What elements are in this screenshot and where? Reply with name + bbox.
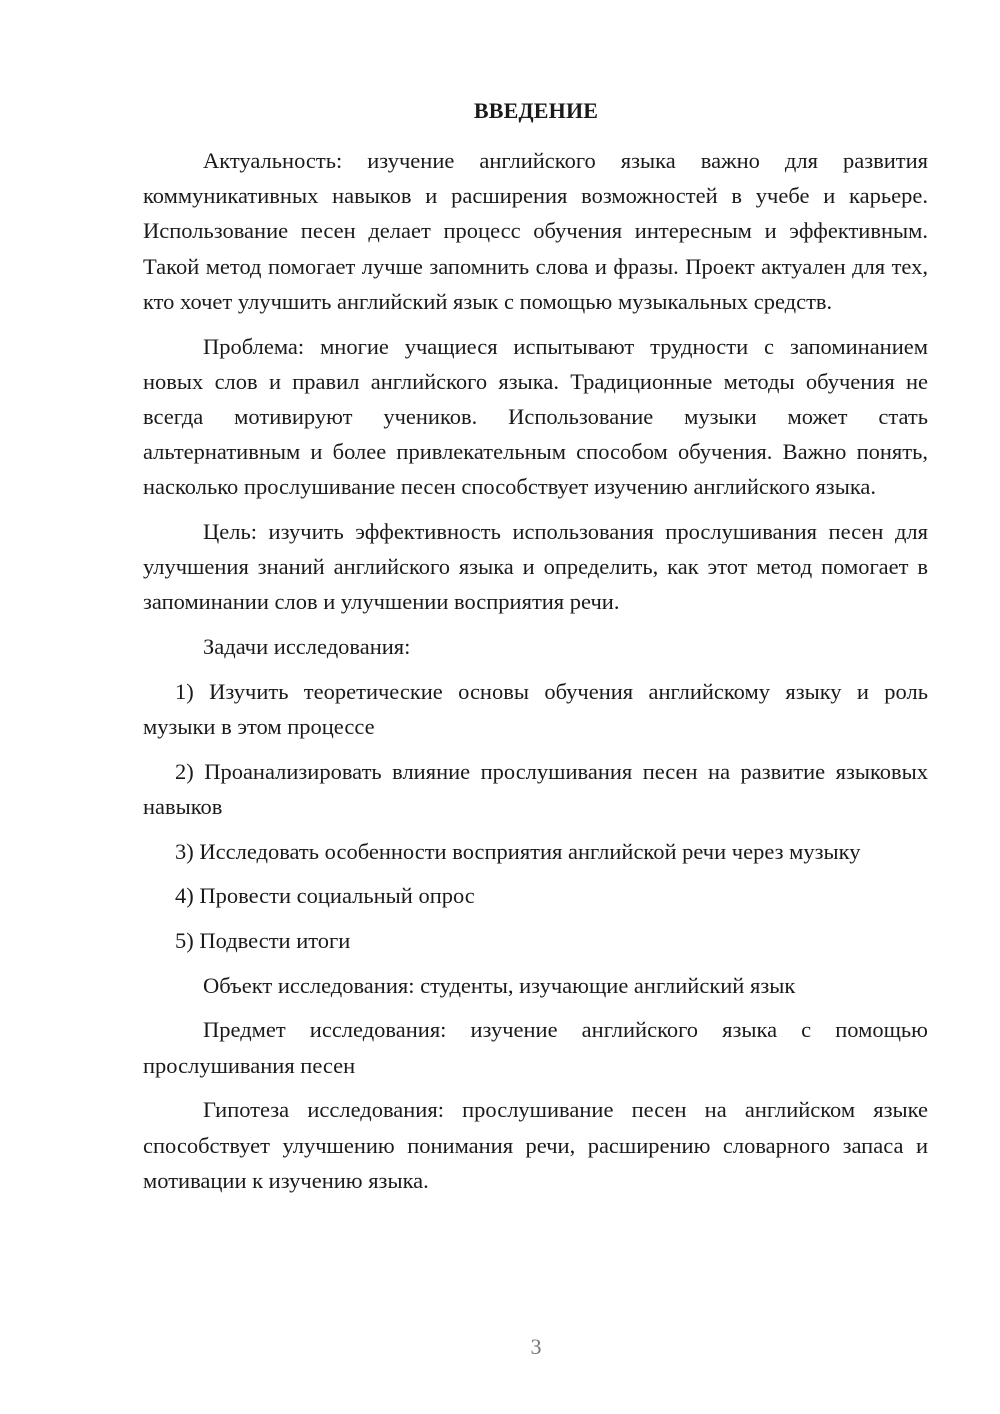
- paragraph-hypothesis: Гипотеза исследования: прослушивание песен на английском языке способствует улучшению понимания речи, расширению словарного запаса и мотивации к изучению языка.: [143, 1097, 928, 1193]
- paragraph-object: Объект исследования: студенты, изучающие английский язык: [203, 972, 796, 998]
- task-item-1: 1) Изучить теоретические основы обучения английскому языку и роль музыки в этом процессе: [143, 678, 928, 740]
- task-item-3: 3) Исследовать особенности восприятия английской речи через музыку: [175, 838, 861, 864]
- paragraph-problem: Проблема: многие учащиеся испытывают трудности с запоминанием новых слов и правил английского языка. Традиционные методы обучения не всегда мотивируют учеников. Использование музыки может стать альтернативным и более привлекательным способом обучения. Важно понять, насколько прослушивание песен способствует изучению английского языка.: [143, 333, 928, 500]
- paragraph-subject: Предмет исследования: изучение английского языка с помощью прослушивания песен: [143, 1017, 928, 1078]
- task-item-5: 5) Подвести итоги: [175, 928, 351, 954]
- document-body: [143, 143, 928, 1207]
- paragraph-relevance: Актуальность: изучение английского языка важно для развития коммуникативных навыков и расширения возможностей в учебе и карьере. Использование песен делает процесс обучения интересным и эффективным. Такой метод помогает лучше запомнить слова и фразы. Проект актуален для тех, кто хочет улучшить английский язык с помощью музыкальных средств.: [143, 148, 928, 314]
- task-item-4: 4) Провести социальный опрос: [175, 883, 475, 909]
- task-item-2: 2) Проанализировать влияние прослушивания песен на развитие языковых навыков: [143, 758, 928, 819]
- page-number: 3: [530, 1334, 542, 1359]
- tasks-heading: Задачи исследования:: [203, 634, 411, 660]
- page-title: ВВЕДЕНИЕ: [473, 98, 599, 123]
- paragraph-goal: Цель: изучить эффективность использования прослушивания песен для улучшения знаний английского языка и определить, как этот метод помогает в запоминании слов и улучшении восприятия речи.: [143, 519, 928, 615]
